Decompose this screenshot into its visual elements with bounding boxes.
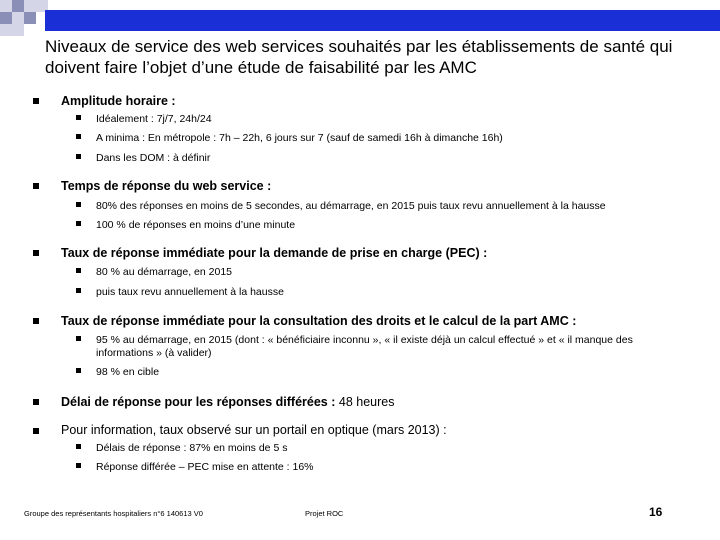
item-bullet [76,221,81,226]
list-item: 98 % en cible [96,366,160,378]
section-bullet [33,250,39,256]
list-item: Idéalement : 7j/7, 24h/24 [96,113,212,125]
section-heading: Amplitude horaire : [61,94,176,108]
section-bullet [33,318,39,324]
item-bullet [76,134,81,139]
section-bullet [33,98,39,104]
list-item: Réponse différée – PEC mise en attente : 16% [96,461,314,473]
footer-reference: Groupe des représentants hospitaliers n°6 140613 V0 [24,509,203,518]
section-heading: Pour information, taux observé sur un portail en optique (mars 2013) : [61,423,447,437]
section-heading: Taux de réponse immédiate pour la demande de prise en charge (PEC) : [61,246,488,260]
section-heading: Temps de réponse du web service : [61,179,272,193]
slide-title: Niveaux de service des web services souhaités par les établissements de santé qui doivent faire l’objet d’une étude de faisabilité par les AMC [45,37,673,77]
item-bullet [76,115,81,120]
item-bullet [76,444,81,449]
list-item: Dans les DOM : à définir [96,152,211,164]
item-bullet [76,336,81,341]
section-heading: Délai de réponse pour les réponses différées : 48 heures [61,395,395,409]
item-bullet [76,288,81,293]
section-heading: Taux de réponse immédiate pour la consultation des droits et le calcul de la part AMC : [61,314,577,328]
item-bullet [76,268,81,273]
header-bar [45,10,720,31]
list-item: puis taux revu annuellement à la hausse [96,286,284,298]
list-item: 100 % de réponses en moins d’une minute [96,219,296,231]
section-bullet [33,399,39,405]
list-item: A minima : En métropole : 7h – 22h, 6 jours sur 7 (sauf de samedi 16h à dimanche 16h) [96,132,503,144]
section-bullet [33,183,39,189]
item-bullet [76,368,81,373]
item-bullet [76,154,81,159]
list-item: 95 % au démarrage, en 2015 (dont : « bénéficiaire inconnu », « il existe déjà un calcul effectué » et « il manque des informations » (à valider) [96,334,633,359]
section-bullet [33,428,39,434]
list-item: 80 % au démarrage, en 2015 [96,266,233,278]
list-item: Délais de réponse : 87% en moins de 5 s [96,442,288,454]
item-bullet [76,463,81,468]
item-bullet [76,202,81,207]
page-number: 16 [649,505,663,519]
footer-project: Projet ROC [305,509,344,518]
list-item: 80% des réponses en moins de 5 secondes, au démarrage, en 2015 puis taux revu annuellement à la hausse [96,200,606,212]
